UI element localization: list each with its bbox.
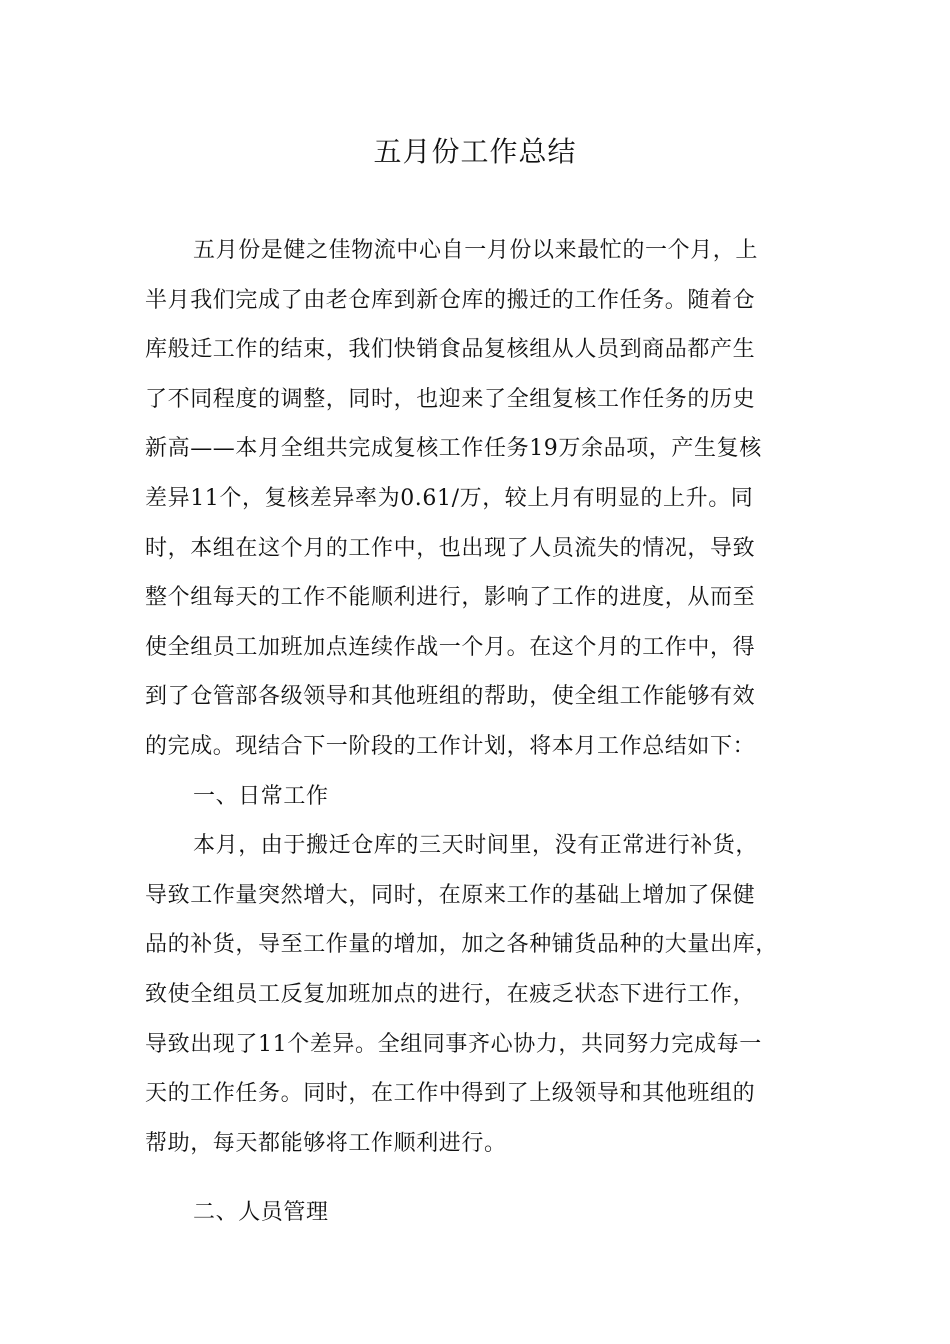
daily-work-paragraph <box>145 821 810 1168</box>
paragraph-line: 时，本组在这个月的工作中，也出现了人员流失的情况，导致 <box>145 535 756 561</box>
section-heading: 二、人员管理 <box>193 1200 329 1226</box>
paragraph-line: 整个组每天的工作不能顺利进行，影响了工作的进度，从而至 <box>145 585 756 611</box>
intro-paragraph <box>145 226 810 772</box>
section-heading-personnel <box>145 1188 810 1238</box>
paragraph-line: 本月，由于搬迁仓库的三天时间里，没有正常进行补货， <box>193 833 759 859</box>
document-body <box>145 226 810 1238</box>
document-title: 五月份工作总结 <box>373 135 577 168</box>
paragraph-line: 五月份是健之佳物流中心自一月份以来最忙的一个月，上 <box>193 238 759 263</box>
paragraph-line: 到了仓管部各级领导和其他班组的帮助，使全组工作能够有效 <box>145 684 756 710</box>
paragraph-line: 品的补货，导至工作量的增加，加之各种铺货品种的大量出库， <box>145 932 778 958</box>
paragraph-line: 导致出现了11个差异。全组同事齐心协力，共同努力完成每一 <box>145 1031 762 1057</box>
paragraph-line: 导致工作量突然增大，同时，在原来工作的基础上增加了保健 <box>145 882 756 908</box>
section-heading-daily-work <box>145 772 810 822</box>
paragraph-line: 的完成。现结合下一阶段的工作计划，将本月工作总结如下： <box>145 733 756 759</box>
section-heading: 一、日常工作 <box>193 783 329 809</box>
paragraph-line: 新高——本月全组共完成复核工作任务19万余品项，产生复核 <box>145 436 762 462</box>
paragraph-line: 半月我们完成了由老仓库到新仓库的搬迁的工作任务。随着仓 <box>145 287 756 313</box>
paragraph-line: 库般迁工作的结束，我们快销食品复核组从人员到商品都产生 <box>145 337 756 363</box>
paragraph-line: 帮助，每天都能够将工作顺利进行。 <box>145 1130 507 1156</box>
paragraph-line: 致使全组员工反复加班加点的进行，在疲乏状态下进行工作， <box>145 981 756 1007</box>
paragraph-line: 差异11个，复核差异率为0.61/万，较上月有明显的上升。同 <box>145 485 754 511</box>
paragraph-line: 天的工作任务。同时，在工作中得到了上级领导和其他班组的 <box>145 1081 756 1107</box>
paragraph-line: 了不同程度的调整，同时，也迎来了全组复核工作任务的历史 <box>145 386 756 412</box>
paragraph-line: 使全组员工加班加点连续作战一个月。在这个月的工作中，得 <box>145 634 756 660</box>
